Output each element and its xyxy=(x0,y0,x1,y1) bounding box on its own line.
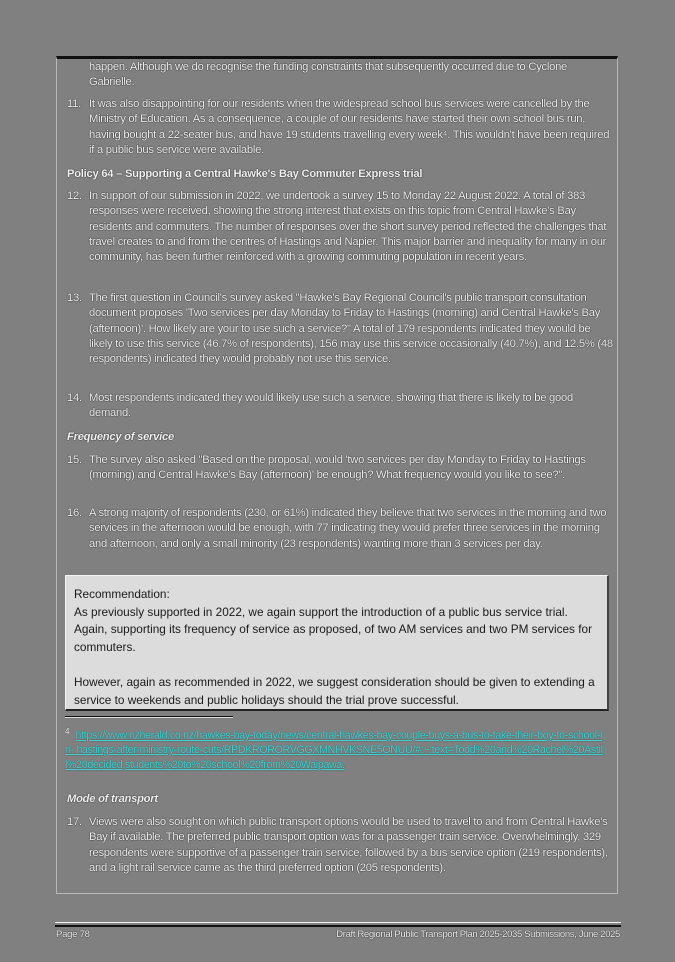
paragraph-number: 17. xyxy=(67,816,82,828)
paragraph-number: 14. xyxy=(67,392,82,404)
paragraph-13: 13. The first question in Council's survey asked "Hawke's Bay Regional Council's public transport consultation document proposes 'Two services per day Monday to Friday to Hastings (morning) and Central Hawke's Bay (afternoon)'. How likely are your to use such a service?" A total of 179 respondents indicated they would be likely to use this service (46.7% of respondents), 156 may use this service occasionally (40.7%), and 12.5% (48 respondents) indicated they would probably not use this service. xyxy=(67,292,613,366)
paragraph-number: 13. xyxy=(67,292,82,304)
footnote-marker: 4 xyxy=(65,727,70,736)
mode-heading: Mode of transport xyxy=(67,793,158,805)
recommendation-box xyxy=(65,575,609,711)
paragraph-17: 17. Views were also sought on which public transport options would be used to travel to and from Central Hawke's Bay if available. The preferred public transport option was for a passenger train service. Overwhelmingly, 329 respondents were supportive of a passenger train service, followed by a bus service option (219 respondents), and a light rail service came as the third preferred option (205 respondents). xyxy=(67,816,608,874)
paragraph-14: 14. Most respondents indicated they would likely use such a service, showing that there is likely to be good demand. xyxy=(67,392,573,420)
paragraph-15: 15. The survey also asked "Based on the proposal, would 'two services per day Monday to Friday to Hastings (morning) and Central Hawke's Bay (afternoon)' be enough? What frequency would you like to see?". xyxy=(67,454,586,482)
recommendation-text-1: As previously supported in 2022, we again support the introduction of a public bus service trial. Again, supporting its frequency of service as proposed, of two AM services and two PM services for commuters. xyxy=(74,604,592,654)
page-number: Page 78 xyxy=(56,929,90,940)
recommendation-text-2: However, again as recommended in 2022, we suggest consideration should be given to extending a service to weekends and public holidays should the trial prove successful. xyxy=(74,674,595,707)
paragraph-number: 16. xyxy=(67,507,82,519)
paragraph-number: 12. xyxy=(67,190,82,202)
footnote-separator xyxy=(65,716,233,718)
footer-document-title: Draft Regional Public Transport Plan 2025-2035 Submissions, June 2025 xyxy=(336,929,620,940)
paragraph-10-continued: happen. Although we do recognise the funding constraints that subsequently occurred due to Cyclone Gabrielle. xyxy=(89,61,568,89)
footnote xyxy=(65,725,605,772)
frequency-heading: Frequency of service xyxy=(67,431,174,443)
paragraph-11: 11. It was also disappointing for our residents when the widespread school bus services were cancelled by the Ministry of Education. As a consequence, a couple of our residents have started their own school bus run, having bought a 22-seater bus, and have 19 students travelling every week⁴. This wouldn't have been required if a public bus service were available. xyxy=(67,98,610,156)
paragraph-16: 16. A strong majority of respondents (230, or 61%) indicated they believe that two services in the morning and two services in the afternoon would be enough, with 77 indicating they would prefer three services in the morning and afternoon, and only a small minority (23 respondents) wanting more than 3 services per day. xyxy=(67,507,607,550)
document-page xyxy=(56,56,618,894)
paragraph-number: 11. xyxy=(67,98,81,110)
recommendation-label: Recommendation: xyxy=(74,587,170,601)
policy-heading: Policy 64 – Supporting a Central Hawke's Bay Commuter Express trial xyxy=(67,168,423,180)
footnote-link[interactable]: https://www.nzherald.co.nz/hawkes-bay-today/news/central-hawkes-bay-couple-buys-a-bus-to-take-their-boy-to-school-in- hastings-after-ministry-route-cuts/RPDKRORORVGGXMNHVKSNE5ONUU/#:~:text=Todd%20and%20Rachel%20Astill%20decided,students%20to%20school%20from%20Waipawa. xyxy=(65,729,603,771)
recommendation-spacer xyxy=(74,656,599,674)
paragraph-number: 15. xyxy=(67,454,82,466)
paragraph-12: 12. In support of our submission in 2022, we undertook a survey 15 to Monday 22 August 2022. A total of 383 responses were received, showing the strong interest that exists on this topic from Central Hawke's Bay residents and commuters. The number of responses over the short survey period reflected the challenges that travel creates to and from the centres of Hastings and Napier. This major barrier and inequality for many in our community, has been further reinforced with a growing commuting population in recent years. xyxy=(67,190,607,264)
